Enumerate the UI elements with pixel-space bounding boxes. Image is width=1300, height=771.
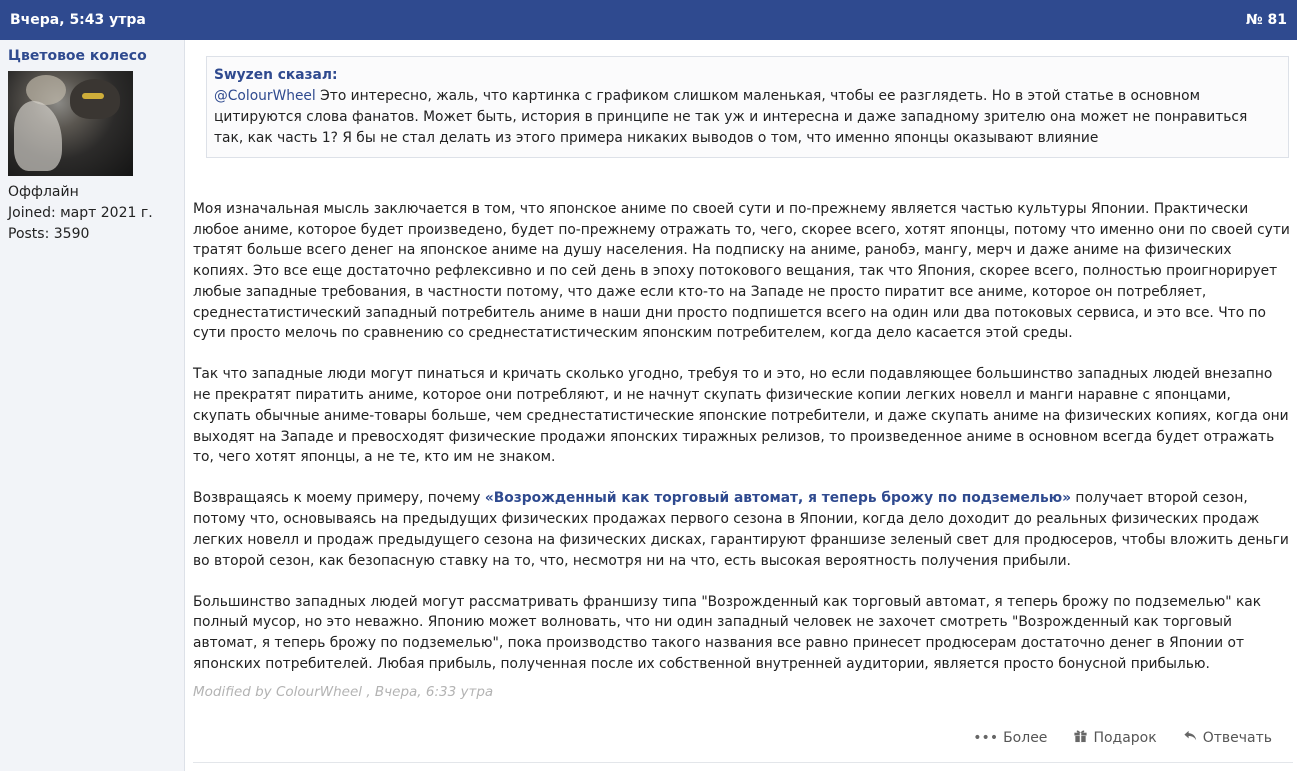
gift-button[interactable]: [1073, 728, 1156, 747]
post-paragraph-2: Так что западные люди могут пинаться и кричать сколько угодно, требуя то и это, но если подавляющее большинство западных людей внезапно не прекратят пиратить аниме, которое они потребляют, и не начнут скупать физические копии легких новелл и манги наравне с японцами, скупать обычные аниме-товары больше, чем среднестатистические японские потребители, и даже скупать аниме на физических копиях, когда они выходят на Западе и превосходят физические продажи японских тиражных релизов, то произведенное аниме в основном всегда будет отражать то, чего хотят японцы, а не те, кто им не знаком.: [193, 366, 1289, 466]
quote-mention[interactable]: @ColourWheel: [214, 88, 316, 104]
author-joined: Joined: март 2021 г.: [8, 205, 153, 221]
post-timestamp[interactable]: Вчера, 5:43 утра: [10, 12, 146, 28]
post-content: [193, 199, 1291, 695]
ellipsis-icon: •••: [973, 729, 999, 746]
modified-note: Modified by ColourWheel , Вчера, 6:33 утра: [193, 684, 494, 700]
post-paragraph-3: [193, 488, 1291, 571]
author-sidebar: [0, 40, 185, 771]
author-status: Оффлайн: [8, 184, 79, 200]
reply-arrow-icon: [1183, 728, 1198, 747]
post-paragraph-1: Моя изначальная мысль заключается в том, что японское аниме по своей сути и по-прежнему является частью культуры Японии. Практически любое аниме, которое будет произведено, будет по-прежнему отражать то, чего, скорее всего, хотят японцы, потому что именно они по своей сути тратят больше всего денег на японское аниме на душу населения. На подписку на аниме, ранобэ, мангу, мерч и даже аниме на физических копиях. Это все еще достаточно рефлексивно и по сей день в эпоху потокового вещания, так что Япония, скорее всего, полностью проигнорирует любые западные требования, в частности потому, что даже если кто-то на Западе не просто пиратит все аниме, которое он потребляет, среднестатистический западный потребитель аниме в наши дни просто подпишется всего на один или два потоковых сервиса, и это все. Что по сути просто мелочь по сравнению со среднестатистическим японским потребителем, когда дело касается этой среды.: [193, 201, 1290, 342]
post-header: [0, 0, 1297, 40]
author-name[interactable]: Цветовое колесо: [8, 48, 147, 64]
quote-text: Это интересно, жаль, что картинка с графиком слишком маленькая, чтобы ее разглядеть. Но в этой статье в основном цитируются слова фанатов. Может быть, история в принципе не так уж и интересна и даже западному зрителю она может не понравиться так, как часть 1? Я бы не стал делать из этого примера никаких выводов о том, что именно японцы оказывают влияние: [214, 88, 1248, 146]
quote-author[interactable]: Swyzen сказал:: [214, 67, 338, 83]
quote-block: [206, 56, 1289, 158]
more-button[interactable]: [973, 728, 1047, 747]
reply-label: Отвечать: [1202, 729, 1272, 746]
post-main: [186, 40, 1297, 771]
post-actions: [947, 728, 1272, 747]
author-posts: Posts: 3590: [8, 226, 90, 242]
gift-icon: [1073, 728, 1088, 747]
p3-after: получает второй сезон, потому что, основываясь на предыдущих физических продажах первого сезона в Японии, когда дело доходит до реальных физических продаж легких новелл и продаж предыдущего сезона на физических дисках, гарантируют франшизе зеленый свет для продюсеров, чтобы вложить деньги во второй сезон, как безопасную ставку на то, что, несмотря ни на что, есть высокая вероятность получения прибыли.: [193, 490, 1289, 569]
reply-button[interactable]: [1183, 728, 1272, 747]
title-link[interactable]: «Возрожденный как торговый автомат, я теперь брожу по подземелью»: [484, 490, 1072, 507]
bottom-divider: [193, 762, 1293, 763]
post-number[interactable]: № 81: [1245, 12, 1287, 28]
more-label: Более: [1003, 729, 1048, 746]
avatar[interactable]: [8, 71, 133, 176]
gift-label: Подарок: [1093, 729, 1157, 746]
p3-before: Возвращаясь к моему примеру, почему: [193, 490, 485, 507]
post-paragraph-4: Большинство западных людей могут рассматривать франшизу типа "Возрожденный как торговый автомат, я теперь брожу по подземелью" как полный мусор, но это неважно. Японию может волновать, что ни один западный человек не захочет смотреть "Возрожденный как торговый автомат, я теперь брожу по подземелью", пока производство такого названия все равно принесет продюсерам достаточно денег в Японии от японских потребителей. Любая прибыль, полученная после их собственной внутренней аудитории, является просто бонусной прибылью.: [193, 593, 1262, 672]
quote-text-block: [214, 86, 1280, 149]
